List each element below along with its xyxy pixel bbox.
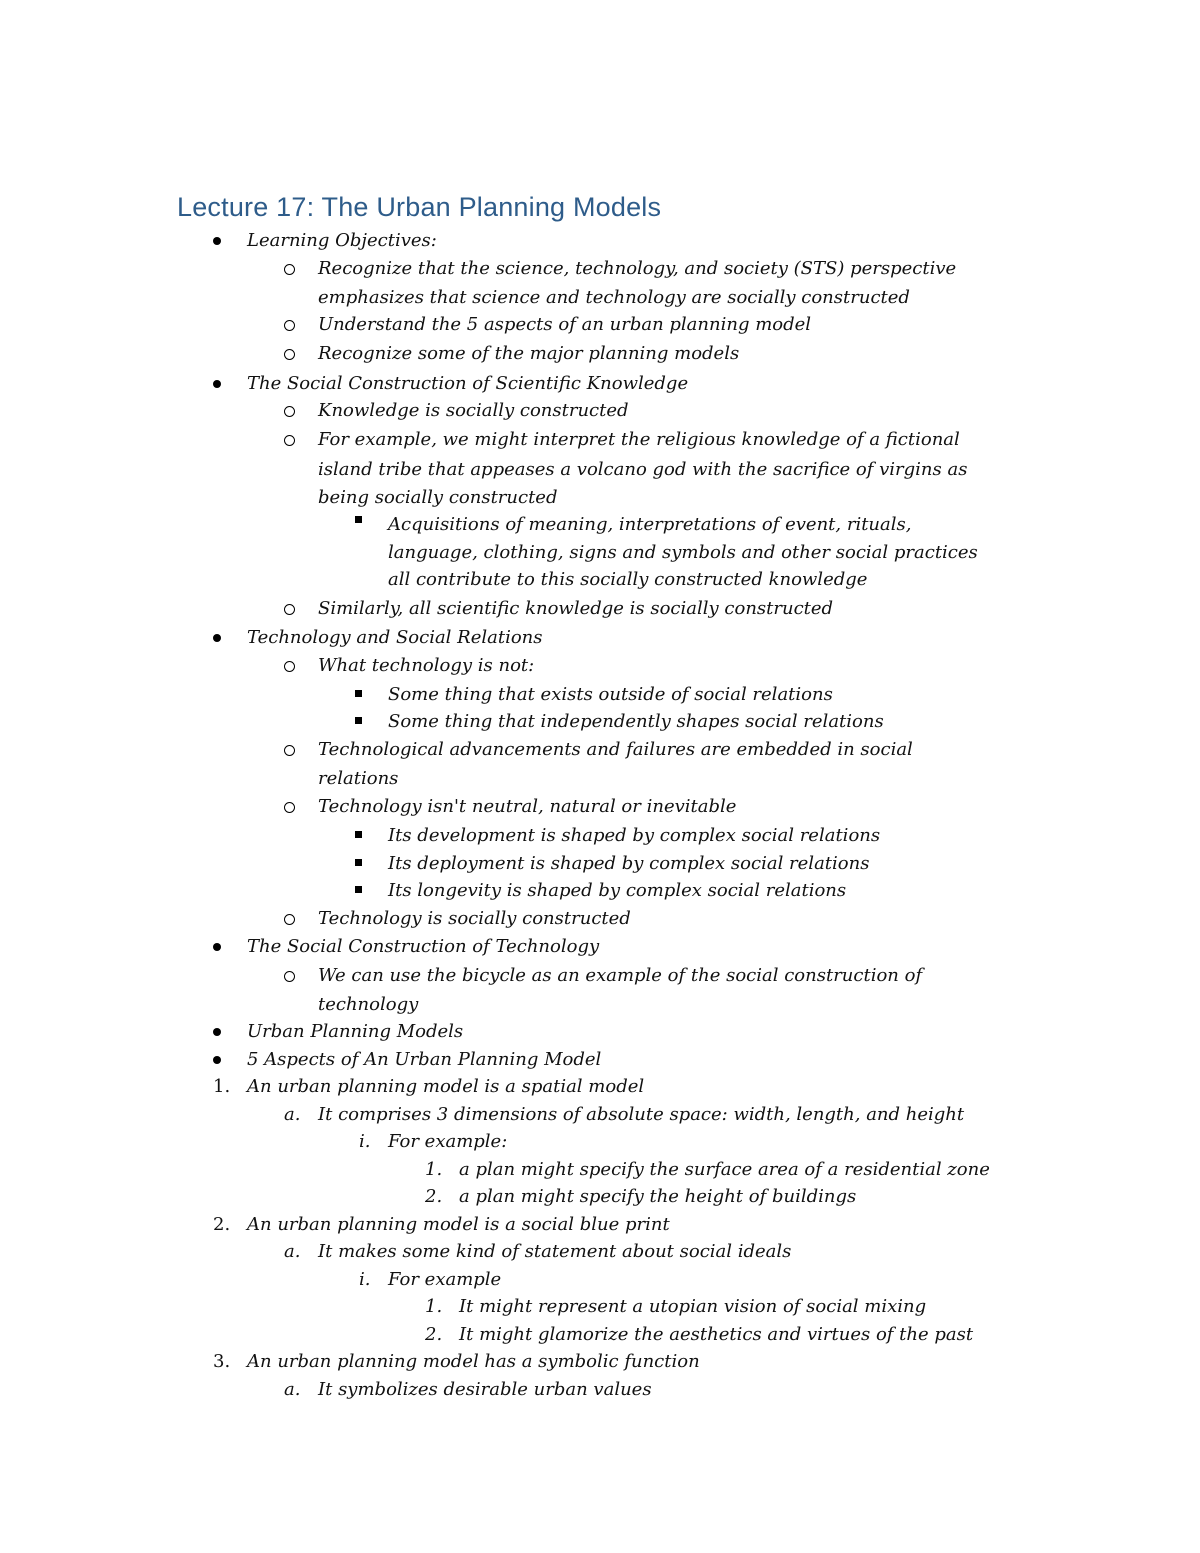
list-item: a plan might specify the surface area of a residential zone bbox=[459, 1159, 990, 1180]
list-item: It symbolizes desirable urban values bbox=[318, 1379, 652, 1400]
list-item-continuation: relations bbox=[318, 768, 399, 789]
bullet-circle bbox=[284, 320, 295, 331]
lecture-title: Lecture 17: The Urban Planning Models bbox=[177, 192, 662, 222]
list-item: Similarly, all scientific knowledge is socially constructed bbox=[318, 598, 834, 619]
bullet-disc bbox=[213, 1056, 221, 1064]
list-item: We can use the bicycle as an example of the social construction of bbox=[318, 965, 923, 986]
bullet-square bbox=[355, 717, 362, 724]
bullet-circle bbox=[284, 435, 295, 446]
list-item: Some thing that independently shapes social relations bbox=[388, 711, 884, 732]
list-item: It makes some kind of statement about social ideals bbox=[318, 1241, 792, 1262]
list-item: The Social Construction of Scientific Knowledge bbox=[247, 373, 689, 394]
list-item: Its development is shaped by complex social relations bbox=[388, 825, 881, 846]
bullet-circle bbox=[284, 264, 295, 275]
bullet-square bbox=[355, 690, 362, 697]
bullet-circle bbox=[284, 745, 295, 756]
list-number: 1. bbox=[425, 1296, 443, 1317]
list-item: For example, we might interpret the religious knowledge of a fictional bbox=[318, 429, 960, 450]
bullet-disc bbox=[213, 1028, 221, 1036]
bullet-disc bbox=[213, 380, 221, 388]
bullet-circle bbox=[284, 349, 295, 360]
list-item: Acquisitions of meaning, interpretations of event, rituals, bbox=[388, 514, 912, 535]
list-roman: i. bbox=[359, 1269, 371, 1290]
bullet-square bbox=[355, 886, 362, 893]
bullet-square bbox=[355, 859, 362, 866]
list-item: Technology isn't neutral, natural or inevitable bbox=[318, 796, 737, 817]
bullet-circle bbox=[284, 661, 295, 672]
list-number: 2. bbox=[425, 1186, 443, 1207]
bullet-disc bbox=[213, 943, 221, 951]
list-letter: a. bbox=[284, 1379, 301, 1400]
list-item: Technology and Social Relations bbox=[247, 627, 543, 648]
list-item: For example: bbox=[388, 1131, 508, 1152]
list-item: Its longevity is shaped by complex social relations bbox=[388, 880, 847, 901]
list-item-continuation: language, clothing, signs and symbols and other social practices bbox=[388, 542, 978, 563]
list-item: What technology is not: bbox=[318, 655, 535, 676]
bullet-circle bbox=[284, 406, 295, 417]
list-item: Technology is socially constructed bbox=[318, 908, 631, 929]
bullet-circle bbox=[284, 802, 295, 813]
list-item: Some thing that exists outside of social relations bbox=[388, 684, 833, 705]
list-item: An urban planning model is a social blue print bbox=[247, 1214, 670, 1235]
list-item: Its deployment is shaped by complex social relations bbox=[388, 853, 870, 874]
list-item: The Social Construction of Technology bbox=[247, 936, 600, 957]
list-number: 2. bbox=[213, 1214, 231, 1235]
bullet-circle bbox=[284, 971, 295, 982]
list-item: Learning Objectives: bbox=[247, 230, 437, 251]
list-number: 2. bbox=[425, 1324, 443, 1345]
list-item: 5 Aspects of An Urban Planning Model bbox=[247, 1049, 602, 1070]
list-item: It might glamorize the aesthetics and virtues of the past bbox=[459, 1324, 974, 1345]
list-item: Recognize some of the major planning models bbox=[318, 343, 740, 364]
list-item: Technological advancements and failures are embedded in social bbox=[318, 739, 913, 760]
list-item: It comprises 3 dimensions of absolute space: width, length, and height bbox=[318, 1104, 965, 1125]
bullet-square bbox=[355, 516, 362, 523]
list-item: Knowledge is socially constructed bbox=[318, 400, 629, 421]
list-item: For example bbox=[388, 1269, 502, 1290]
list-item: It might represent a utopian vision of social mixing bbox=[459, 1296, 927, 1317]
bullet-square bbox=[355, 831, 362, 838]
bullet-disc bbox=[213, 237, 221, 245]
list-letter: a. bbox=[284, 1104, 301, 1125]
list-number: 1. bbox=[425, 1159, 443, 1180]
bullet-circle bbox=[284, 604, 295, 615]
list-item: a plan might specify the height of buildings bbox=[459, 1186, 857, 1207]
list-item-continuation: island tribe that appeases a volcano god with the sacrifice of virgins as bbox=[318, 459, 968, 480]
list-item: Understand the 5 aspects of an urban planning model bbox=[318, 314, 812, 335]
list-item: An urban planning model is a spatial model bbox=[247, 1076, 645, 1097]
list-number: 1. bbox=[213, 1076, 231, 1097]
list-item-continuation: all contribute to this socially constructed knowledge bbox=[388, 569, 868, 590]
bullet-circle bbox=[284, 914, 295, 925]
list-item: Recognize that the science, technology, and society (STS) perspective bbox=[318, 258, 957, 279]
list-item: Urban Planning Models bbox=[247, 1021, 464, 1042]
list-item-continuation: emphasizes that science and technology are socially constructed bbox=[318, 287, 910, 308]
list-roman: i. bbox=[359, 1131, 371, 1152]
bullet-disc bbox=[213, 634, 221, 642]
list-item-continuation: technology bbox=[318, 994, 419, 1015]
list-letter: a. bbox=[284, 1241, 301, 1262]
list-item-continuation: being socially constructed bbox=[318, 487, 558, 508]
list-item: An urban planning model has a symbolic function bbox=[247, 1351, 700, 1372]
list-number: 3. bbox=[213, 1351, 231, 1372]
